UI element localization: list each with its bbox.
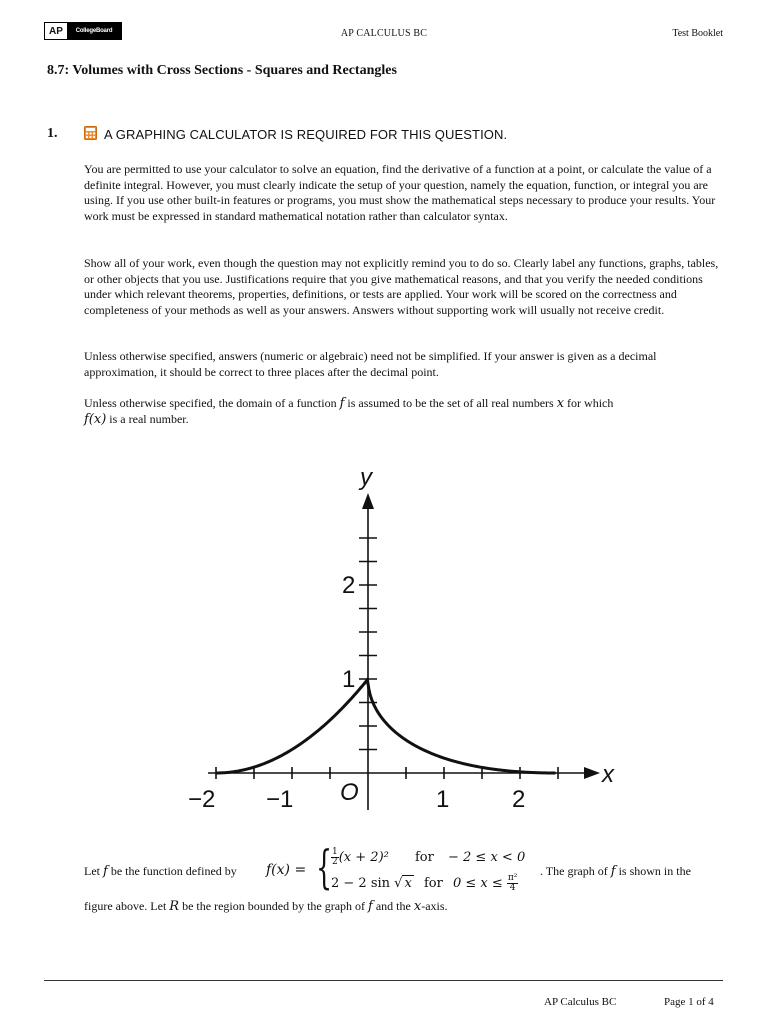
p4-x: x	[556, 396, 565, 411]
piecewise-brace: {	[316, 840, 333, 894]
def-lead-text-2: be the function defined by	[107, 864, 237, 878]
p4-text-d: is a real number.	[106, 411, 189, 426]
case1-expr: (x + 2)²	[338, 850, 389, 865]
case2-expr-a: 2 − 2 sin	[331, 876, 395, 891]
function-graph	[180, 455, 630, 815]
l2-x: x	[413, 899, 422, 914]
def-tail-a: . The graph of	[540, 864, 611, 878]
frac2-den: 4	[509, 883, 516, 893]
case2-cond: 0 ≤ x ≤	[452, 876, 507, 891]
x-axis-label: x	[602, 761, 614, 788]
instruction-paragraph-1: You are permitted to use your calculator to solve an equation, find the derivative of a function at a point, or calculate the value of a definite integral. However, you must clearly indicate the setup of your question, namely the equation, function, or integral you are using. If you use other built-in features or programs, you must show the mathematical steps necessary to produce your results. Your work must be expressed in standard mathematical notation rather than calculator syntax.	[84, 162, 716, 223]
l2-f: f	[368, 899, 373, 914]
frac2-num: π²	[507, 873, 518, 883]
l2-R: R	[169, 899, 180, 914]
calculator-icon	[84, 126, 97, 140]
piecewise-case-2: 2 − 2 sin √ x for 0 ≤ x ≤ $\frac{\text{π²}}{4}$	[331, 873, 518, 893]
p4-text-c: for which	[564, 396, 614, 410]
footer-course: AP Calculus BC	[544, 996, 617, 1008]
definition-tail	[540, 864, 691, 879]
p4-text-b: is assumed to be the set of all real numbers	[344, 396, 557, 410]
instruction-paragraph-2: Show all of your work, even though the question may not explicitly remind you to do so. Clearly label any functions, graphs, tables, or other objects that you use. Justifications require that you give mathematical reasons, and that you verify the needed conditions under which relevant theorems, properties, definitions, or tests are applied. Your work will be scored on the correctness and completeness of your methods as well as your answers. Answers without supporting work will usually not receive credit.	[84, 256, 719, 317]
def-tail-f: f	[610, 864, 616, 879]
calculator-notice: A GRAPHING CALCULATOR IS REQUIRED FOR THIS QUESTION.	[104, 127, 508, 142]
x-tick-label-1: 1	[436, 786, 450, 813]
logo-collegeboard: CollegeBoard	[67, 23, 121, 39]
frac-den: 2	[332, 857, 338, 867]
l2-d: -axis.	[421, 899, 448, 913]
l2-c: and the	[372, 899, 414, 913]
case1-for: for	[415, 850, 434, 865]
logo-ap: AP	[49, 25, 63, 37]
y-axis-arrow	[362, 493, 374, 509]
footer-divider	[44, 980, 723, 981]
l2-a: figure above. Let	[84, 899, 170, 913]
function-curve	[216, 680, 556, 773]
page-title: 8.7: Volumes with Cross Sections - Squares and Rectangles	[47, 63, 397, 78]
x-tick-label-2: 2	[512, 786, 526, 813]
case2-for: for	[423, 876, 443, 891]
def-f: f	[103, 864, 108, 879]
l2-b: be the region bounded by the graph of	[179, 899, 369, 913]
y-tick-label-2: 2	[342, 572, 356, 599]
frac-num: 1	[332, 847, 338, 857]
y-axis-label: y	[360, 464, 372, 491]
def-fx: f(x) =	[266, 862, 307, 878]
def-tail-b: is shown in the	[615, 864, 691, 878]
x-tick-label-neg1: −1	[266, 786, 294, 813]
y-tick-label-1: 1	[342, 666, 356, 693]
question-number: 1.	[47, 126, 58, 141]
p4-f: f	[339, 396, 345, 411]
instruction-paragraph-3: Unless otherwise specified, answers (numeric or algebraic) need not be simplified. If your answer is given as a decimal approximation, it should be correct to three places after the decimal point.	[84, 349, 657, 379]
p4-fx: f(x)	[84, 411, 107, 427]
case2-expr-b: x	[404, 876, 412, 891]
instruction-paragraph-4	[84, 396, 720, 427]
definition-lead	[84, 864, 237, 879]
def-lead-text: Let	[84, 864, 103, 878]
x-axis-arrow	[584, 767, 600, 779]
frac-one-half	[331, 848, 339, 867]
x-tick-label-neg2: −2	[188, 786, 216, 813]
frac-pi-sq-over-4	[507, 874, 519, 893]
footer-page-number: Page 1 of 4	[664, 996, 714, 1008]
header-booklet-label: Test Booklet	[672, 28, 723, 39]
header-course-title: AP CALCULUS BC	[340, 28, 428, 39]
p4-text-a: Unless otherwise specified, the domain of a function	[84, 396, 340, 410]
piecewise-case-1	[331, 848, 525, 867]
definition-line-2	[84, 899, 448, 914]
origin-label: O	[340, 779, 359, 806]
case1-cond: − 2 ≤ x < 0	[448, 850, 526, 865]
function-definition	[84, 842, 724, 902]
